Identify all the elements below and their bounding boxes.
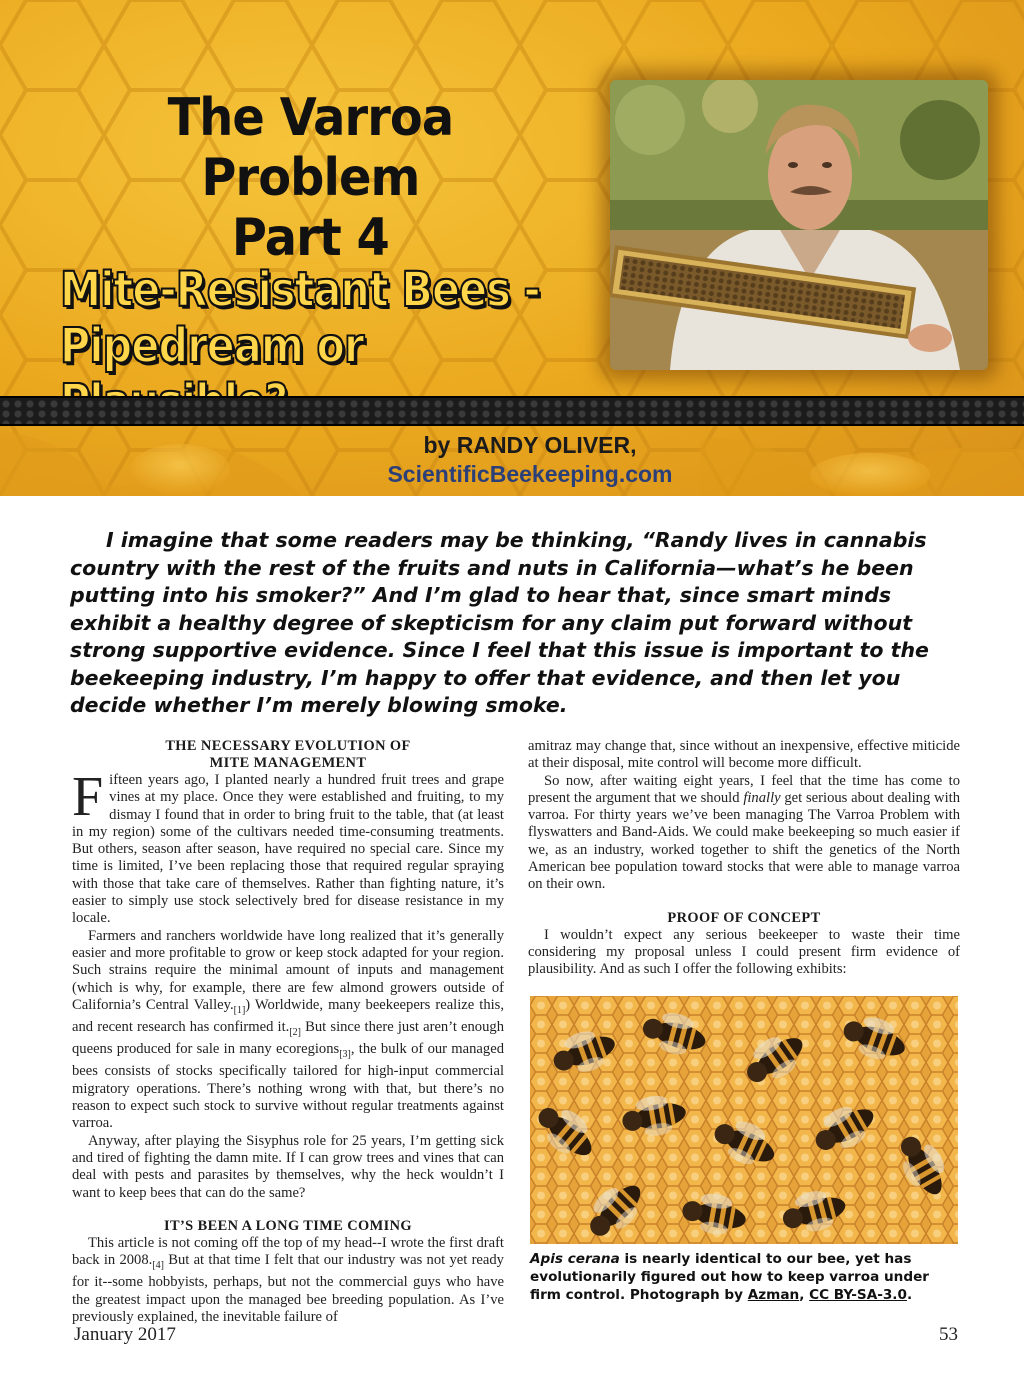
reference-4[interactable]: [4] [152, 1260, 164, 1272]
paragraph-not-off-top [72, 1235, 504, 1326]
section-heading-evolution [72, 738, 504, 772]
bees-on-comb-illustration [530, 996, 958, 1244]
reference-2[interactable]: [2] [289, 1026, 301, 1038]
paragraph-text: But since there just aren’t enough queens produced for sale in many ecoregions [72, 1019, 504, 1058]
species-name: Apis cerana [530, 1251, 620, 1267]
left-column [72, 738, 504, 1326]
paragraph-text: Farmers and ranchers worldwide have long realized that it’s generally easier and more profitable to grow or keep stock adapted for your region. Such strains require the minimal amount of inputs and management (which is why, for example, there are few almond growers outside of California’s Central Valley. [72, 927, 504, 1013]
paragraph-text: , the bulk of our managed bees consists of stocks specifically tailored for high-input commercial migratory operations. There’s nothing wrong with that, but there’s no reason to expect such stock to survive without regular treatments against varroa. [72, 1041, 504, 1132]
heading-line-2: MITE MANAGEMENT [209, 755, 367, 771]
paragraph-text: This article is not coming off the top of my head--I wrote the first draft back in 2008. [72, 1234, 504, 1269]
paragraph-fruit-trees [72, 766, 504, 928]
page-number: 53 [939, 1324, 958, 1345]
paragraph-farmers [72, 928, 504, 1133]
right-column [528, 738, 960, 979]
header-banner [0, 0, 1024, 496]
subtitle-line-2: Pipedream or [60, 318, 364, 374]
drop-cap: F [72, 766, 104, 828]
article-title [62, 88, 559, 268]
paragraph-waiting [528, 773, 960, 894]
beekeeper-illustration [610, 80, 988, 370]
author-link[interactable]: Azman [747, 1287, 800, 1303]
byline [330, 430, 730, 488]
license-link[interactable]: CC BY-SA-3.0 [809, 1287, 907, 1303]
website-link[interactable]: ScientificBeekeeping.com [387, 461, 673, 487]
caption-separator: , [799, 1287, 810, 1303]
paragraph-sisyphus: Anyway, after playing the Sisyphus role for 25 years, I’m getting sick and tired of fighting the damn mite. If I can grow trees and vines that can deal with pests and parasites by themselves, why the heck wouldn’t I want to keep bees that can do the same? [72, 1132, 504, 1201]
paragraph-text: But at that time I felt that our industry was not yet ready for it--some hobbyists, perhaps, but not the commercial guys who have the greatest impact upon the managed bee breeding population. As I’ve previously explained, the inevitable failure of [72, 1252, 504, 1325]
paragraph-text: ) Worldwide, many beekeepers realize this, and recent research has confirmed it. [72, 996, 504, 1036]
paragraph-proof: I wouldn’t expect any serious beekeeper to waste their time considering my proposal unless I could present firm evidence of plausibility. And as such I offer the following exhibits: [528, 926, 960, 978]
photo-caption [530, 1250, 960, 1304]
author-name: by RANDY OLIVER, [423, 432, 637, 458]
apis-cerana-photo [530, 996, 958, 1244]
section-heading-long-time: IT’S BEEN A LONG TIME COMING [163, 1217, 413, 1234]
heading-line-1: THE NECESSARY EVOLUTION OF [165, 738, 411, 754]
author-photo [610, 80, 988, 370]
paragraph-amitraz: amitraz may change that, since without an inexpensive, effective miticide at their disposal, mite control will become more difficult. [528, 738, 960, 772]
section-heading-proof: PROOF OF CONCEPT [667, 909, 821, 926]
emphasis-finally: finally [743, 789, 781, 806]
issue-date: January 2017 [74, 1324, 176, 1345]
caption-end: . [906, 1287, 913, 1303]
honeycomb-divider-strip [0, 396, 1024, 426]
caption-text: is nearly identical to our bee, yet has evolutionarily figured out how to keep varroa under firm control. Photograph by [530, 1251, 929, 1303]
paragraph-text: get serious about dealing with varroa. For thirty years we’ve been managing The Varroa Problem with flyswatters and Band-Aids. We could make beekeeping so much easier if we, as an industry, worked together to shift the genetics of the North American bee population toward stocks that were able to manage varroa on their own. [528, 789, 960, 893]
reference-1[interactable]: [1] [233, 1004, 246, 1016]
title-line-2: Part 4 [231, 208, 389, 268]
subtitle-line-1: Mite-Resistant Bees - [60, 262, 540, 318]
intro-paragraph: I imagine that some readers may be thinking, “Randy lives in cannabis country with the rest of the fruits and nuts in California—what’s he been putting into his smoker?” And I’m glad to hear that, since smart minds exhibit a healthy degree of skepticism for any claim put forward without strong supportive evidence. Since I feel that this issue is important to the beekeeping industry, I’m happy to offer that evidence, and then let you decide whether I’m merely blowing smoke. [70, 528, 929, 717]
paragraph-text: ifteen years ago, I planted nearly a hundred fruit trees and grape vines at my place. Once they were established and fruiting, to my dismay I found that in order to bring fruit to the table, that (at least in my region) some of the cultivars needed time-consuming treatments. But others, season after season, have required no special care. Since my time is limited, I’ve been replacing those that required regular spraying with those that take care of themselves. Rather than fighting nature, it’s easier to simply use stock selectively bred for disease resistance in my locale. [72, 772, 504, 927]
title-line-1: The Varroa Problem [167, 88, 454, 208]
reference-3[interactable]: [3] [339, 1049, 351, 1061]
paragraph-text: So now, after waiting eight years, I feel that the time has come to present the argument that we should [528, 772, 960, 806]
